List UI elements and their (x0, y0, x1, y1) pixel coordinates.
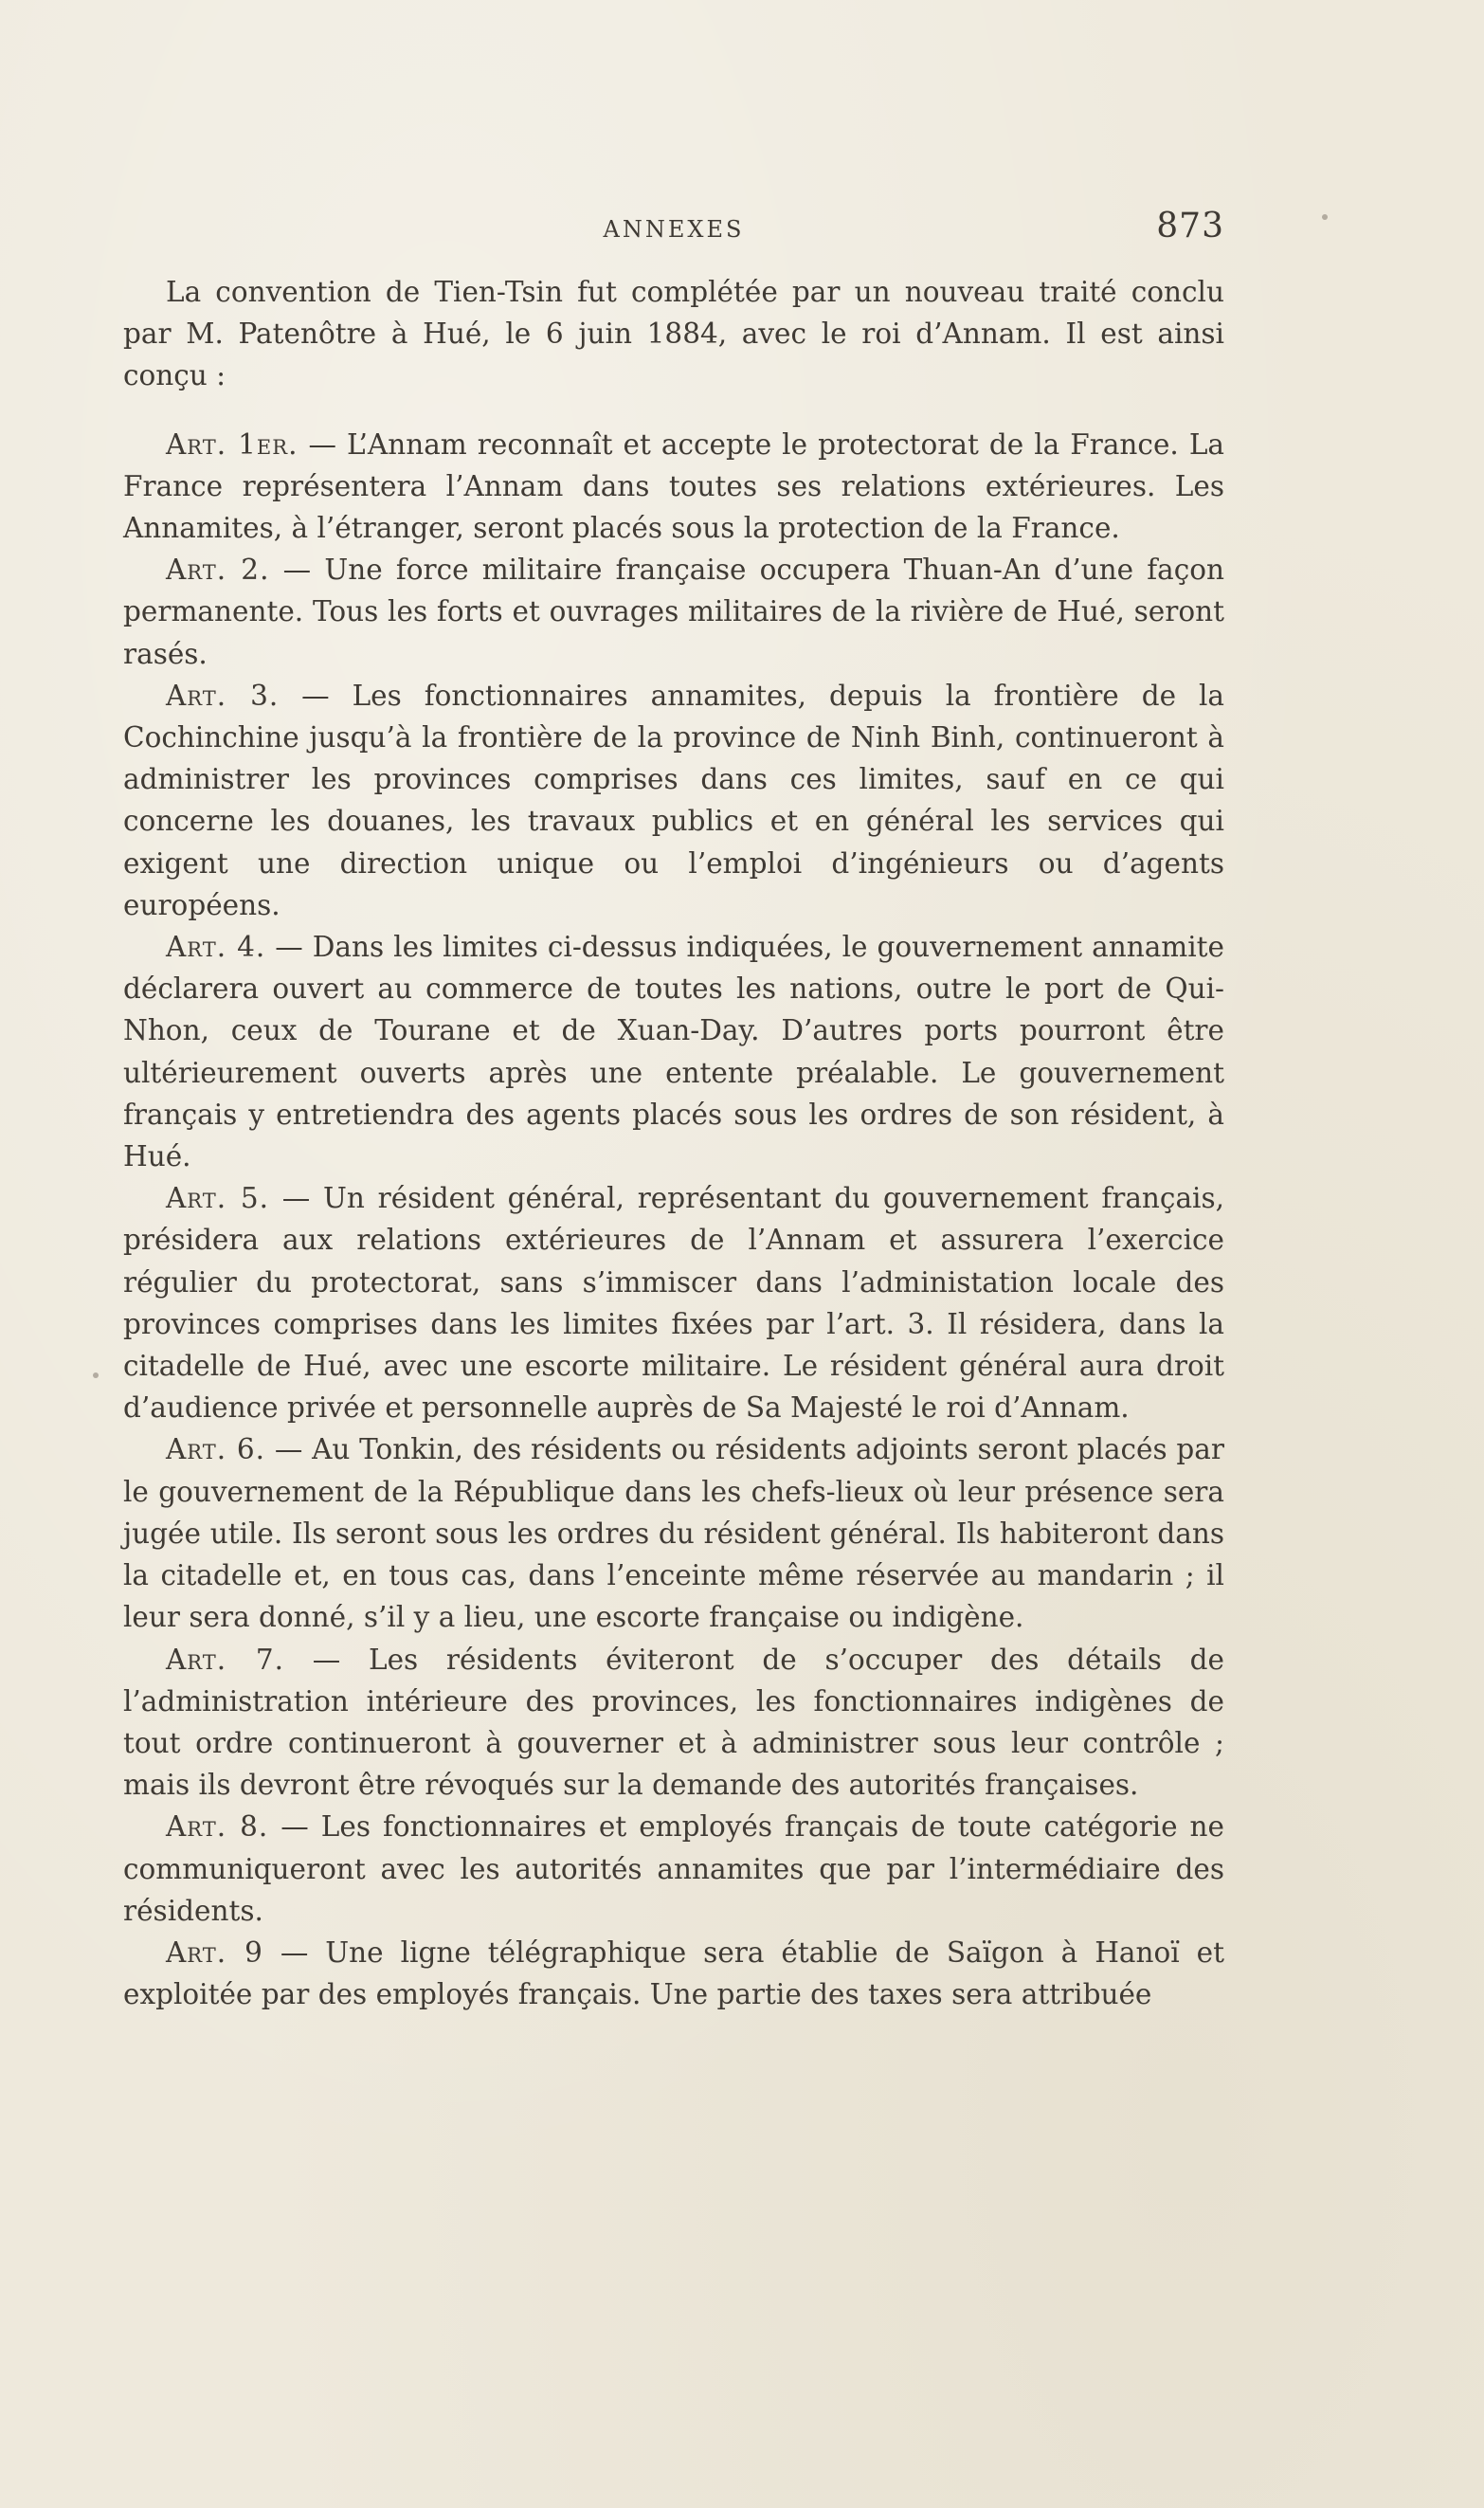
article-6 (123, 1428, 1224, 1638)
article-2 (123, 549, 1224, 675)
article-text: — Les résidents éviteront de s’occuper des détails de l’administration intérieure des provinces, les fonctionnaires indigènes de tout ordre continueront à gouverner et à administrer sous leur contrôle ; mais ils devront être révoqués sur la demande des autorités françaises. (123, 1643, 1225, 1802)
paper-speck (1322, 214, 1328, 220)
article-label: Art. 5. (166, 1182, 270, 1215)
article-text: — Les fonctionnaires et employés français de toute catégorie ne communiqueront avec les autorités annamites que par l’intermédiaire des résidents. (123, 1810, 1225, 1927)
article-4 (123, 926, 1224, 1177)
article-text: — Un résident général, représentant du gouvernement français, présidera aux relations extérieures de l’Annam et assurera l’exercice régulier du protectorat, sans s’immiscer dans l’administation locale des provinces comprises dans les limites fixées par l’art. 3. Il résidera, dans la citadelle de Hué, avec une escorte militaire. Le résident général aura droit d’audience privée et personnelle auprès de Sa Majesté le roi d’Annam. (123, 1182, 1224, 1425)
article-text: — Une force militaire française occupera Thuan-An d’une façon permanente. Tous les forts et ouvrages militaires de la rivière de Hué, seront rasés. (123, 554, 1225, 670)
article-label: Art. 6. (166, 1433, 266, 1466)
page-number: 873 (1156, 207, 1224, 245)
article-1 (123, 424, 1224, 550)
article-label: Art. 1er. (166, 427, 299, 461)
body-text (123, 271, 1224, 2015)
article-8 (123, 1806, 1224, 1932)
article-label: Art. 7. (166, 1643, 285, 1676)
intro-paragraph: La convention de Tien-Tsin fut complétée par un nouveau traité conclu par M. Patenôtre à Hué, le 6 juin 1884, avec le roi d’Annam. Il est ainsi conçu : (123, 276, 1224, 392)
page-header (123, 207, 1224, 254)
article-label: Art. 3. (166, 679, 280, 712)
article-label: Art. 8. (166, 1810, 269, 1844)
article-5 (123, 1177, 1224, 1428)
article-label: Art. 9 (166, 1936, 263, 1969)
article-label: Art. 4. (166, 931, 266, 964)
article-text: — Une ligne télégraphique sera établie de Saïgon à Hanoï et exploitée par des employés français. Une partie des taxes sera attribuée (123, 1936, 1224, 2011)
paper-speck (93, 1372, 99, 1378)
article-text: — Les fonctionnaires annamites, depuis la frontière de la Cochinchine jusqu’à la frontière de la province de Ninh Binh, continueront à administrer les provinces comprises dans ces limites, sauf en ce qui concerne les douanes, les travaux publics et en général les services qui exigent une direction unique ou l’emploi d’ingénieurs ou d’agents européens. (123, 679, 1224, 921)
article-label: Art. 2. (166, 554, 270, 587)
article-9 (123, 1932, 1224, 2015)
article-text: — L’Annam reconnaît et accepte le protectorat de la France. La France représentera l’Annam dans toutes ses relations extérieures. Les Annamites, à l’étranger, seront placés sous la protection de la France. (123, 427, 1224, 545)
article-text: — Au Tonkin, des résidents ou résidents adjoints seront placés par le gouvernement de la République dans les chefs-lieux où leur présence sera jugée utile. Ils seront sous les ordres du résident général. Ils habiteront dans la citadelle et, en tous cas, dans l’enceinte même réservée au mandarin ; il leur sera donné, s’il y a lieu, une escorte française ou indigène. (123, 1433, 1224, 1634)
article-text: — Dans les limites ci-dessus indiquées, le gouvernement annamite déclarera ouvert au commerce de toutes les nations, outre le port de Qui-Nhon, ceux de Tourane et de Xuan-Day. D’autres ports pourront être ultérieurement ouverts après une entente préalable. Le gouvernement français y entretiendra des agents placés sous les ordres de son résident, à Hué. (123, 931, 1224, 1173)
article-7 (123, 1639, 1224, 1807)
article-3 (123, 675, 1224, 926)
running-head: ANNEXES (603, 216, 745, 243)
